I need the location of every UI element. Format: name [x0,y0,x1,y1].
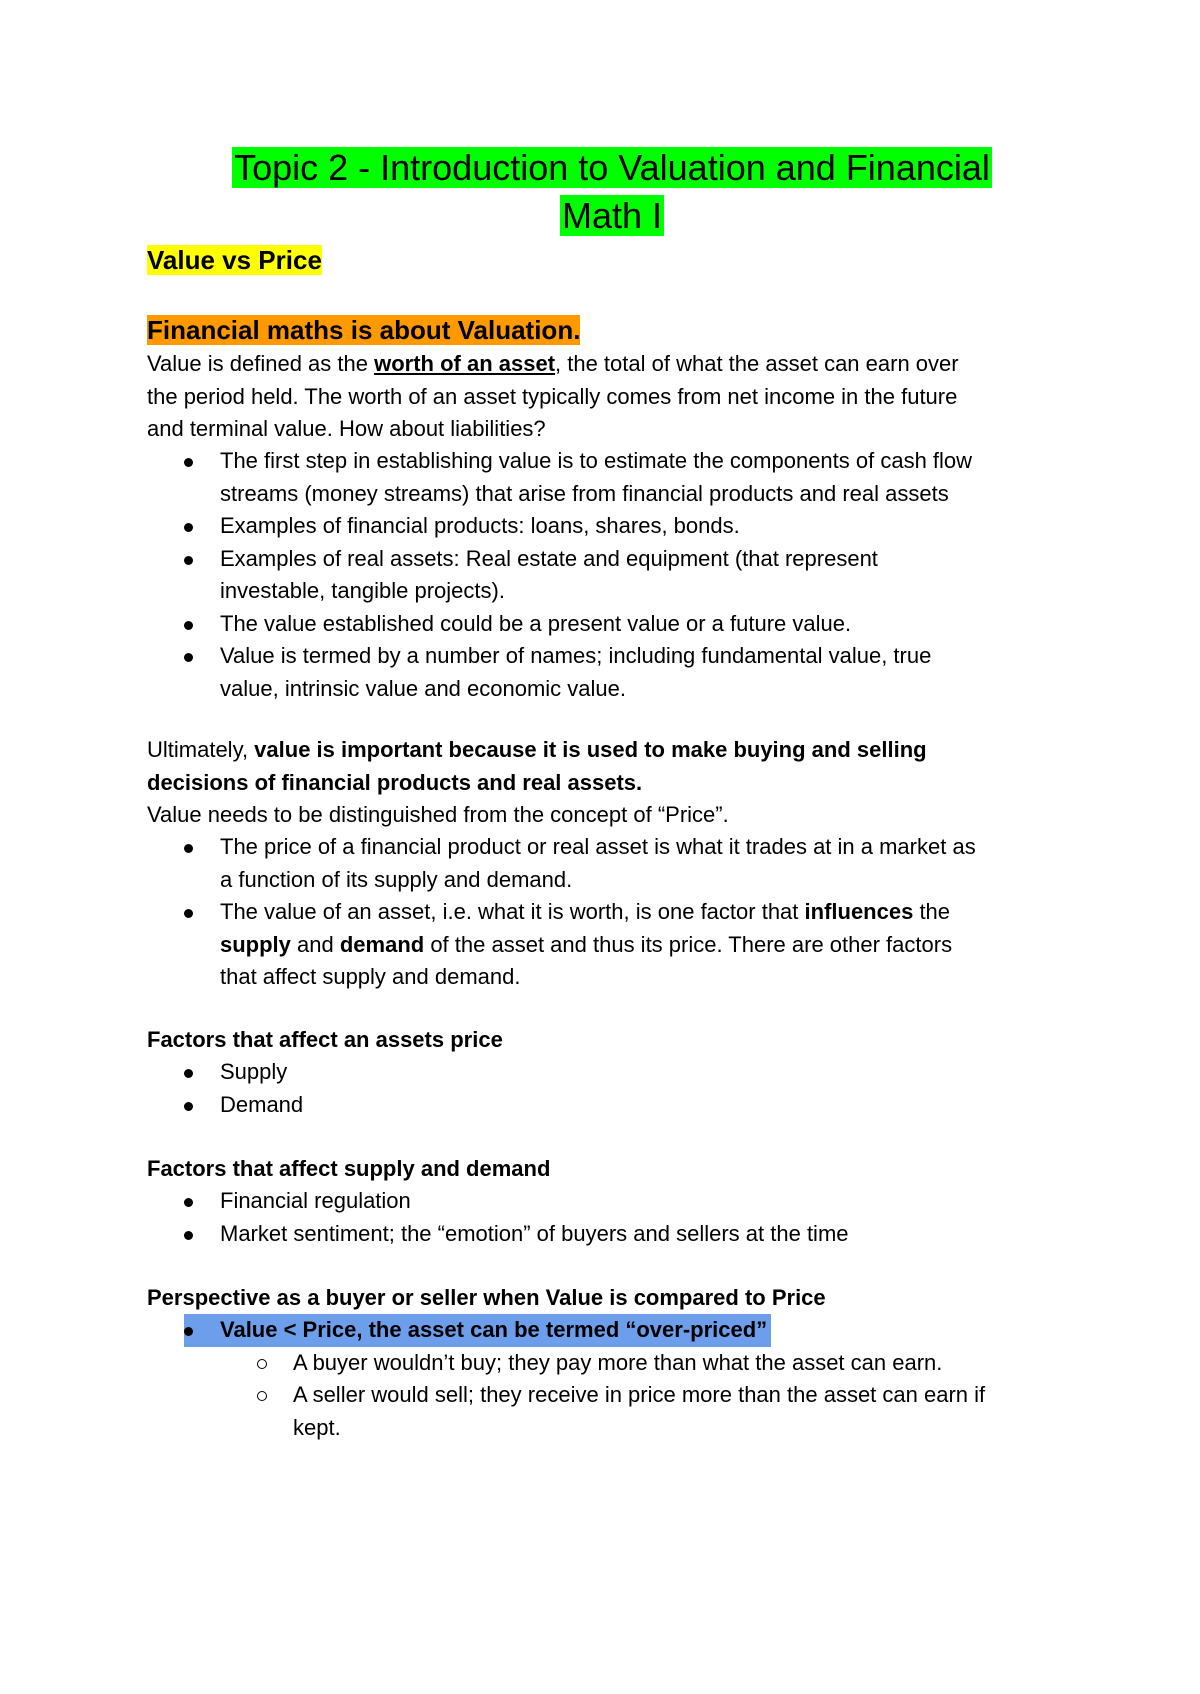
sub-list-item [147,1379,1077,1444]
list-item-line: The value established could be a present value or a future value. [220,610,852,636]
intro-paragraph [147,348,1077,446]
bold-span: influences [804,899,914,924]
intro-line-2: the period held. The worth of an asset typically comes from net income in the future [147,383,958,409]
title-line-1: Topic 2 - Introduction to Valuation and Financial [234,147,990,188]
bold-span: demand [339,931,425,957]
factors-sd-heading: Factors that affect supply and demand [147,1156,551,1181]
list-item [147,896,1077,994]
factors-sd-list [147,1185,1077,1250]
bullet-icon [184,1231,193,1240]
list-item [147,1089,1077,1122]
highlighted-list-item [147,1314,1077,1347]
list-item [147,445,1077,510]
list-item-line: value, intrinsic value and economic value. [220,675,627,701]
bullet-icon [184,1069,193,1078]
bullet-icon [184,909,193,918]
list-item-line [220,929,1077,962]
bullet-icon [184,458,193,467]
perspective-heading: Perspective as a buyer or seller when Value is compared to Price [147,1285,826,1310]
bullet-icon [184,844,193,853]
list-item [147,543,1077,608]
bullet-icon [184,621,193,630]
list-item-line: Financial regulation [220,1188,411,1213]
text-span: the [913,899,951,924]
list-item-line: that affect supply and demand. [220,964,521,989]
list-item [147,608,1077,641]
document-title [147,144,1077,240]
ultimately-line-2: decisions of financial products and real assets. [147,769,643,795]
list-item [147,1185,1077,1218]
list-item-line: Examples of financial products: loans, shares, bonds. [220,513,740,538]
ultimately-lead: Ultimately, [147,737,255,762]
intro-line-1 [147,348,1077,381]
highlighted-bullet-text: Value < Price, the asset can be termed “over-priced” [184,1314,771,1347]
bullet-icon [184,556,193,565]
list-item-line: a function of its supply and demand. [220,866,573,892]
ultimately-bold-1: value is important because it is used to make buying and selling [254,737,927,762]
list-item [147,510,1077,543]
text-span: of the asset and thus its price. There are other factors [424,931,953,957]
intro-text-a: Value is defined as the [147,351,375,376]
ultimately-paragraph [147,734,1077,832]
hollow-bullet-icon [257,1391,267,1401]
title-line-2: Math I [561,195,663,236]
hollow-bullet-icon [257,1359,267,1369]
list-item [147,1218,1077,1251]
list-item-line: Supply [220,1059,288,1084]
heading-value-vs-price [147,243,322,277]
distinguish-line: Value needs to be distinguished from the concept of “Price”. [147,802,729,827]
factors-price-heading: Factors that affect an assets price [147,1027,503,1052]
heading-value-vs-price-text: Value vs Price [147,245,322,275]
list-item-line: The first step in establishing value is to estimate the components of cash flow [220,448,973,473]
perspective-list [147,1314,1077,1444]
bold-span: supply [220,931,291,957]
intro-emphasis: worth of an asset [374,351,556,376]
intro-text-b: , the total of what the asset can earn over [555,351,959,376]
list-item-line: A seller would sell; they receive in price more than the asset can earn if [293,1382,986,1407]
list-item-line: The price of a financial product or real asset is what it trades at in a market as [220,834,976,859]
list-item-line: kept. [293,1414,341,1440]
list-item-line: A buyer wouldn’t buy; they pay more than what the asset can earn. [293,1349,943,1375]
price-bullet-list [147,831,1077,994]
bullet-icon [184,1102,193,1111]
list-item [147,640,1077,705]
text-span: The value of an asset, i.e. what it is worth, is one factor that [220,899,805,924]
heading-financial-maths [147,313,580,347]
list-item [147,831,1077,896]
value-bullet-list [147,445,1077,705]
text-span: and [290,931,340,957]
bullet-icon [184,653,193,662]
sub-list-item [147,1347,1077,1380]
factors-price-list [147,1056,1077,1121]
list-item [147,1056,1077,1089]
list-item-line: investable, tangible projects). [220,578,505,603]
list-item-line: Market sentiment; the “emotion” of buyers and sellers at the time [220,1220,849,1246]
bullet-icon [184,1198,193,1207]
list-item-line [220,896,1077,929]
list-item-line: streams (money streams) that arise from financial products and real assets [220,480,949,506]
list-item-line: Examples of real assets: Real estate and equipment (that represent [220,545,878,571]
list-item-line: Demand [220,1091,304,1117]
bullet-icon [184,1327,193,1336]
bullet-icon [184,523,193,532]
ultimately-line-1 [147,734,1077,767]
heading-financial-maths-text: Financial maths is about Valuation. [147,315,581,345]
intro-line-3: and terminal value. How about liabilities? [147,416,546,441]
list-item-line: Value is termed by a number of names; including fundamental value, true [220,643,932,668]
